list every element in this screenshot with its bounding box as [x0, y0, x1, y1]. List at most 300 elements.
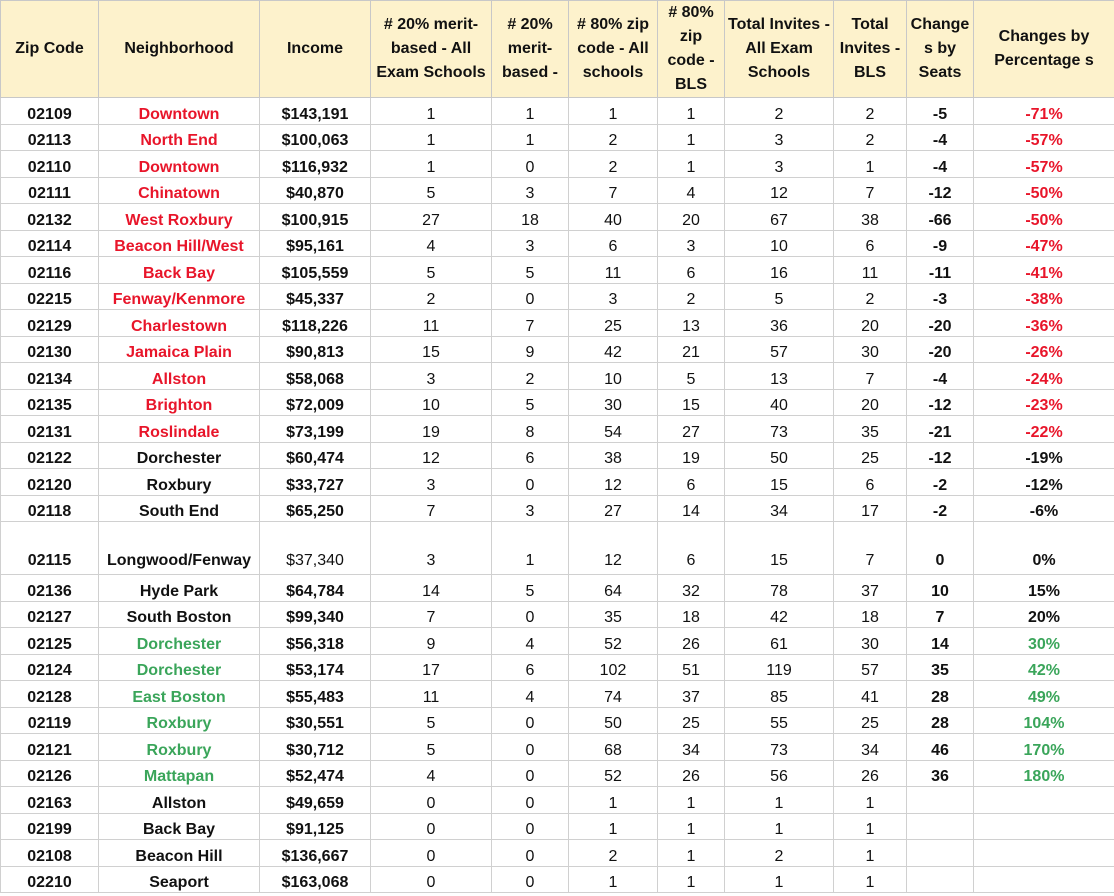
change-seats-cell: 10 [907, 575, 974, 602]
zip-bls-cell: 4 [658, 177, 725, 204]
zip-code-cell: 02109 [1, 98, 99, 125]
zip-code-cell: 02134 [1, 363, 99, 390]
merit-bls-cell: 0 [492, 866, 569, 893]
header-zip-all: # 80% zip code - All schools [569, 1, 658, 98]
zip-all-cell: 12 [569, 522, 658, 575]
total-all-cell: 42 [725, 601, 834, 628]
neighborhood-cell: Jamaica Plain [99, 336, 260, 363]
table-row [1, 707, 1114, 734]
merit-bls-cell: 0 [492, 760, 569, 787]
zip-bls-cell: 6 [658, 257, 725, 284]
income-cell: $58,068 [260, 363, 371, 390]
merit-bls-cell: 6 [492, 654, 569, 681]
zip-all-cell: 64 [569, 575, 658, 602]
merit-all-cell: 1 [371, 124, 492, 151]
income-cell: $143,191 [260, 98, 371, 125]
change-pct-cell: 42% [974, 654, 1114, 681]
neighborhood-cell: Beacon Hill [99, 840, 260, 867]
table-row [1, 336, 1114, 363]
income-cell: $56,318 [260, 628, 371, 655]
total-all-cell: 55 [725, 707, 834, 734]
merit-all-cell: 19 [371, 416, 492, 443]
zip-bls-cell: 1 [658, 151, 725, 178]
neighborhood-cell: Beacon Hill/West [99, 230, 260, 257]
table-row [1, 787, 1114, 814]
change-pct-cell [974, 840, 1114, 867]
header-zip-bls: # 80% zip code - BLS [658, 1, 725, 98]
table-row [1, 681, 1114, 708]
total-bls-cell: 25 [834, 707, 907, 734]
zip-all-cell: 74 [569, 681, 658, 708]
income-cell: $105,559 [260, 257, 371, 284]
zip-code-cell: 02128 [1, 681, 99, 708]
merit-bls-cell: 7 [492, 310, 569, 337]
total-bls-cell: 20 [834, 310, 907, 337]
header-merit-all: # 20% merit-based - All Exam Schools [371, 1, 492, 98]
income-cell: $52,474 [260, 760, 371, 787]
merit-all-cell: 1 [371, 98, 492, 125]
change-pct-cell: 30% [974, 628, 1114, 655]
change-seats-cell: 46 [907, 734, 974, 761]
zip-code-cell: 02129 [1, 310, 99, 337]
neighborhood-cell: Dorchester [99, 654, 260, 681]
merit-all-cell: 0 [371, 787, 492, 814]
change-pct-cell [974, 866, 1114, 893]
zip-bls-cell: 1 [658, 840, 725, 867]
table-row [1, 124, 1114, 151]
change-pct-cell: 20% [974, 601, 1114, 628]
total-all-cell: 15 [725, 522, 834, 575]
zip-code-cell: 02163 [1, 787, 99, 814]
change-seats-cell [907, 840, 974, 867]
change-seats-cell: -12 [907, 177, 974, 204]
header-merit-bls: # 20% merit-based - [492, 1, 569, 98]
zip-code-cell: 02124 [1, 654, 99, 681]
merit-all-cell: 2 [371, 283, 492, 310]
table-row [1, 734, 1114, 761]
merit-all-cell: 5 [371, 257, 492, 284]
zip-code-cell: 02118 [1, 495, 99, 522]
zip-bls-cell: 27 [658, 416, 725, 443]
zip-bls-cell: 5 [658, 363, 725, 390]
zip-code-cell: 02130 [1, 336, 99, 363]
change-pct-cell: -26% [974, 336, 1114, 363]
total-all-cell: 16 [725, 257, 834, 284]
zip-all-cell: 50 [569, 707, 658, 734]
neighborhood-cell: East Boston [99, 681, 260, 708]
zip-bls-cell: 1 [658, 866, 725, 893]
total-all-cell: 78 [725, 575, 834, 602]
change-pct-cell [974, 787, 1114, 814]
zip-bls-cell: 6 [658, 522, 725, 575]
merit-all-cell: 7 [371, 601, 492, 628]
table-row [1, 98, 1114, 125]
table-body [1, 98, 1114, 893]
zip-bls-cell: 2 [658, 283, 725, 310]
zip-all-cell: 1 [569, 813, 658, 840]
merit-bls-cell: 0 [492, 787, 569, 814]
change-seats-cell: -12 [907, 442, 974, 469]
merit-bls-cell: 5 [492, 257, 569, 284]
merit-bls-cell: 18 [492, 204, 569, 231]
change-pct-cell: 0% [974, 522, 1114, 575]
zip-code-cell: 02210 [1, 866, 99, 893]
income-cell: $55,483 [260, 681, 371, 708]
total-bls-cell: 37 [834, 575, 907, 602]
merit-all-cell: 14 [371, 575, 492, 602]
merit-all-cell: 0 [371, 866, 492, 893]
income-cell: $37,340 [260, 522, 371, 575]
change-pct-cell: -50% [974, 204, 1114, 231]
table-row [1, 495, 1114, 522]
zip-all-cell: 35 [569, 601, 658, 628]
change-seats-cell: -4 [907, 124, 974, 151]
income-cell: $65,250 [260, 495, 371, 522]
total-bls-cell: 7 [834, 522, 907, 575]
income-cell: $33,727 [260, 469, 371, 496]
zip-bls-cell: 21 [658, 336, 725, 363]
total-all-cell: 57 [725, 336, 834, 363]
change-pct-cell: 170% [974, 734, 1114, 761]
zip-all-cell: 30 [569, 389, 658, 416]
change-seats-cell: -2 [907, 469, 974, 496]
zip-all-cell: 10 [569, 363, 658, 390]
header-total-bls: Total Invites - BLS [834, 1, 907, 98]
zip-code-cell: 02127 [1, 601, 99, 628]
table-row [1, 283, 1114, 310]
zip-code-cell: 02122 [1, 442, 99, 469]
header-change-seats: Change s by Seats [907, 1, 974, 98]
neighborhood-cell: Seaport [99, 866, 260, 893]
total-bls-cell: 1 [834, 151, 907, 178]
zip-bls-cell: 1 [658, 813, 725, 840]
total-all-cell: 73 [725, 734, 834, 761]
income-cell: $95,161 [260, 230, 371, 257]
neighborhood-cell: Roslindale [99, 416, 260, 443]
merit-bls-cell: 4 [492, 628, 569, 655]
change-pct-cell [974, 813, 1114, 840]
neighborhood-cell: Allston [99, 363, 260, 390]
table-row [1, 310, 1114, 337]
table-row [1, 628, 1114, 655]
merit-all-cell: 7 [371, 495, 492, 522]
zip-bls-cell: 1 [658, 124, 725, 151]
zip-code-cell: 02114 [1, 230, 99, 257]
header-change-pct: Changes by Percentage s [974, 1, 1114, 98]
neighborhood-cell: Downtown [99, 151, 260, 178]
zip-bls-cell: 51 [658, 654, 725, 681]
total-all-cell: 56 [725, 760, 834, 787]
change-seats-cell: 7 [907, 601, 974, 628]
merit-bls-cell: 3 [492, 177, 569, 204]
zip-code-cell: 02115 [1, 522, 99, 575]
neighborhood-cell: North End [99, 124, 260, 151]
header-row [1, 1, 1114, 98]
income-cell: $99,340 [260, 601, 371, 628]
zip-all-cell: 25 [569, 310, 658, 337]
total-all-cell: 119 [725, 654, 834, 681]
total-all-cell: 12 [725, 177, 834, 204]
merit-bls-cell: 3 [492, 230, 569, 257]
merit-bls-cell: 0 [492, 151, 569, 178]
merit-bls-cell: 1 [492, 522, 569, 575]
total-bls-cell: 6 [834, 469, 907, 496]
zip-all-cell: 1 [569, 866, 658, 893]
neighborhood-cell: Roxbury [99, 707, 260, 734]
total-bls-cell: 35 [834, 416, 907, 443]
table-row [1, 760, 1114, 787]
zip-all-cell: 68 [569, 734, 658, 761]
change-pct-cell: -22% [974, 416, 1114, 443]
total-bls-cell: 30 [834, 628, 907, 655]
merit-all-cell: 15 [371, 336, 492, 363]
total-all-cell: 15 [725, 469, 834, 496]
merit-bls-cell: 0 [492, 707, 569, 734]
zip-bls-cell: 1 [658, 98, 725, 125]
income-cell: $91,125 [260, 813, 371, 840]
zip-bls-cell: 25 [658, 707, 725, 734]
total-bls-cell: 2 [834, 98, 907, 125]
merit-bls-cell: 0 [492, 283, 569, 310]
merit-all-cell: 12 [371, 442, 492, 469]
zip-all-cell: 1 [569, 787, 658, 814]
change-seats-cell: -21 [907, 416, 974, 443]
zip-all-cell: 1 [569, 98, 658, 125]
change-seats-cell: -2 [907, 495, 974, 522]
income-cell: $90,813 [260, 336, 371, 363]
total-all-cell: 3 [725, 124, 834, 151]
zip-code-cell: 02110 [1, 151, 99, 178]
income-cell: $118,226 [260, 310, 371, 337]
total-all-cell: 40 [725, 389, 834, 416]
change-pct-cell: -24% [974, 363, 1114, 390]
neighborhood-cell: Charlestown [99, 310, 260, 337]
change-seats-cell: 0 [907, 522, 974, 575]
change-seats-cell: -20 [907, 336, 974, 363]
merit-bls-cell: 0 [492, 601, 569, 628]
zip-code-cell: 02199 [1, 813, 99, 840]
total-all-cell: 50 [725, 442, 834, 469]
neighborhood-cell: Mattapan [99, 760, 260, 787]
zip-all-cell: 52 [569, 628, 658, 655]
table-row [1, 177, 1114, 204]
zip-bls-cell: 32 [658, 575, 725, 602]
zip-all-cell: 40 [569, 204, 658, 231]
table-row [1, 230, 1114, 257]
total-all-cell: 1 [725, 813, 834, 840]
change-seats-cell: 36 [907, 760, 974, 787]
change-pct-cell: -57% [974, 151, 1114, 178]
total-all-cell: 2 [725, 840, 834, 867]
table-row [1, 654, 1114, 681]
merit-bls-cell: 3 [492, 495, 569, 522]
neighborhood-cell: South Boston [99, 601, 260, 628]
zip-code-cell: 02136 [1, 575, 99, 602]
table-row [1, 469, 1114, 496]
total-bls-cell: 57 [834, 654, 907, 681]
merit-all-cell: 5 [371, 734, 492, 761]
zip-bls-cell: 20 [658, 204, 725, 231]
change-pct-cell: -71% [974, 98, 1114, 125]
table-row [1, 840, 1114, 867]
total-all-cell: 61 [725, 628, 834, 655]
total-bls-cell: 6 [834, 230, 907, 257]
change-seats-cell: -4 [907, 363, 974, 390]
zip-all-cell: 11 [569, 257, 658, 284]
merit-all-cell: 27 [371, 204, 492, 231]
income-cell: $64,784 [260, 575, 371, 602]
table-row [1, 204, 1114, 231]
total-all-cell: 73 [725, 416, 834, 443]
income-cell: $73,199 [260, 416, 371, 443]
change-seats-cell: 28 [907, 681, 974, 708]
total-all-cell: 3 [725, 151, 834, 178]
zip-bls-cell: 15 [658, 389, 725, 416]
table-row [1, 575, 1114, 602]
neighborhood-cell: Longwood/Fenway [99, 522, 260, 575]
change-seats-cell: -9 [907, 230, 974, 257]
total-bls-cell: 34 [834, 734, 907, 761]
income-cell: $60,474 [260, 442, 371, 469]
total-bls-cell: 26 [834, 760, 907, 787]
change-pct-cell: -47% [974, 230, 1114, 257]
income-cell: $100,063 [260, 124, 371, 151]
change-pct-cell: -50% [974, 177, 1114, 204]
merit-bls-cell: 1 [492, 124, 569, 151]
merit-all-cell: 3 [371, 363, 492, 390]
income-cell: $116,932 [260, 151, 371, 178]
merit-bls-cell: 0 [492, 840, 569, 867]
total-bls-cell: 41 [834, 681, 907, 708]
change-pct-cell: -23% [974, 389, 1114, 416]
table-row [1, 416, 1114, 443]
zip-bls-cell: 37 [658, 681, 725, 708]
merit-all-cell: 10 [371, 389, 492, 416]
change-pct-cell: -12% [974, 469, 1114, 496]
neighborhood-cell: West Roxbury [99, 204, 260, 231]
change-pct-cell: -36% [974, 310, 1114, 337]
zip-bls-cell: 26 [658, 760, 725, 787]
change-seats-cell: 14 [907, 628, 974, 655]
table-row [1, 522, 1114, 575]
total-all-cell: 85 [725, 681, 834, 708]
merit-bls-cell: 9 [492, 336, 569, 363]
header-neighborhood: Neighborhood [99, 1, 260, 98]
merit-all-cell: 17 [371, 654, 492, 681]
zip-bls-cell: 26 [658, 628, 725, 655]
change-seats-cell: -20 [907, 310, 974, 337]
total-bls-cell: 38 [834, 204, 907, 231]
neighborhood-cell: Roxbury [99, 469, 260, 496]
change-pct-cell: 180% [974, 760, 1114, 787]
merit-bls-cell: 0 [492, 813, 569, 840]
change-seats-cell: -12 [907, 389, 974, 416]
neighborhood-cell: Hyde Park [99, 575, 260, 602]
merit-all-cell: 11 [371, 681, 492, 708]
merit-bls-cell: 4 [492, 681, 569, 708]
neighborhood-cell: Roxbury [99, 734, 260, 761]
income-cell: $136,667 [260, 840, 371, 867]
merit-all-cell: 3 [371, 469, 492, 496]
merit-all-cell: 4 [371, 760, 492, 787]
zip-all-cell: 2 [569, 840, 658, 867]
zip-code-cell: 02119 [1, 707, 99, 734]
zip-bls-cell: 6 [658, 469, 725, 496]
total-bls-cell: 2 [834, 283, 907, 310]
zip-bls-cell: 19 [658, 442, 725, 469]
table-row [1, 813, 1114, 840]
total-bls-cell: 18 [834, 601, 907, 628]
zip-bls-cell: 1 [658, 787, 725, 814]
income-cell: $163,068 [260, 866, 371, 893]
merit-all-cell: 1 [371, 151, 492, 178]
neighborhood-cell: Downtown [99, 98, 260, 125]
change-seats-cell: -66 [907, 204, 974, 231]
change-pct-cell: 15% [974, 575, 1114, 602]
income-cell: $30,551 [260, 707, 371, 734]
neighborhood-cell: Back Bay [99, 257, 260, 284]
change-pct-cell: -41% [974, 257, 1114, 284]
zip-bls-cell: 3 [658, 230, 725, 257]
total-all-cell: 2 [725, 98, 834, 125]
zip-code-cell: 02120 [1, 469, 99, 496]
total-bls-cell: 1 [834, 840, 907, 867]
neighborhood-cell: Back Bay [99, 813, 260, 840]
table-row [1, 257, 1114, 284]
zip-all-cell: 7 [569, 177, 658, 204]
neighborhood-cell: Fenway/Kenmore [99, 283, 260, 310]
zip-code-cell: 02132 [1, 204, 99, 231]
income-cell: $72,009 [260, 389, 371, 416]
total-bls-cell: 17 [834, 495, 907, 522]
total-bls-cell: 1 [834, 813, 907, 840]
total-bls-cell: 7 [834, 363, 907, 390]
income-cell: $30,712 [260, 734, 371, 761]
zip-all-cell: 52 [569, 760, 658, 787]
table-row [1, 151, 1114, 178]
merit-all-cell: 9 [371, 628, 492, 655]
zip-all-cell: 102 [569, 654, 658, 681]
income-cell: $45,337 [260, 283, 371, 310]
table-row [1, 363, 1114, 390]
total-all-cell: 13 [725, 363, 834, 390]
change-seats-cell: 35 [907, 654, 974, 681]
change-pct-cell: -57% [974, 124, 1114, 151]
total-all-cell: 1 [725, 787, 834, 814]
zip-bls-cell: 14 [658, 495, 725, 522]
table-row [1, 442, 1114, 469]
header-income: Income [260, 1, 371, 98]
total-all-cell: 1 [725, 866, 834, 893]
change-seats-cell [907, 813, 974, 840]
zip-code-cell: 02125 [1, 628, 99, 655]
zip-code-cell: 02113 [1, 124, 99, 151]
zip-all-cell: 3 [569, 283, 658, 310]
change-seats-cell: -4 [907, 151, 974, 178]
change-seats-cell [907, 787, 974, 814]
income-cell: $100,915 [260, 204, 371, 231]
merit-bls-cell: 8 [492, 416, 569, 443]
zip-code-cell: 02126 [1, 760, 99, 787]
merit-bls-cell: 1 [492, 98, 569, 125]
change-pct-cell: 49% [974, 681, 1114, 708]
income-cell: $40,870 [260, 177, 371, 204]
zip-all-cell: 42 [569, 336, 658, 363]
change-pct-cell: -38% [974, 283, 1114, 310]
total-bls-cell: 1 [834, 866, 907, 893]
merit-all-cell: 3 [371, 522, 492, 575]
merit-all-cell: 5 [371, 177, 492, 204]
